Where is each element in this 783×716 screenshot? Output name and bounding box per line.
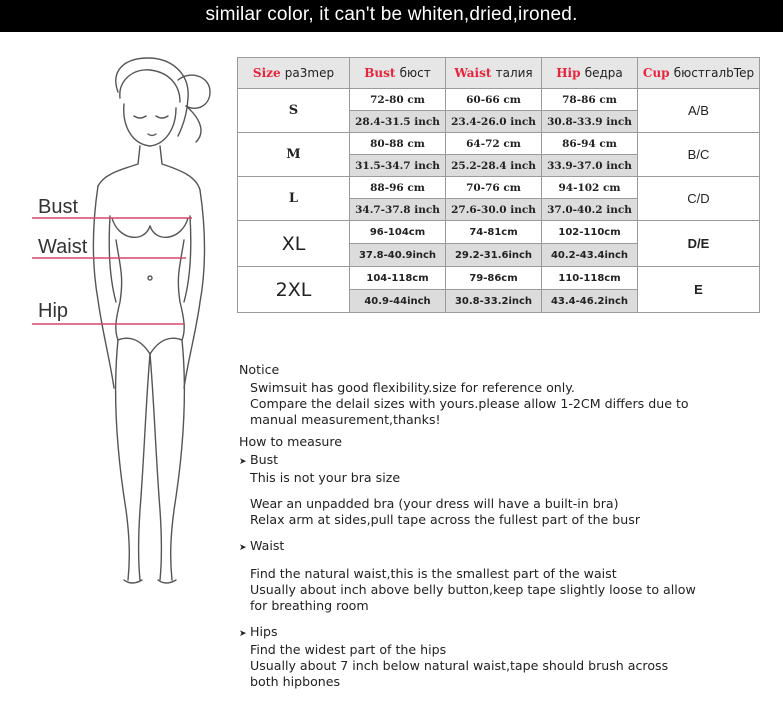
header-bust: Bust бюст [350,58,446,89]
bust-inch-cell: 34.7-37.8 inch [350,199,446,221]
body-figure-illustration [0,40,240,600]
header-hip: Hip бедра [542,58,638,89]
header-waist: Waist талия [446,58,542,89]
hip-inch-cell: 43.4-46.2inch [542,290,638,313]
waist-cm-cell: 64-72 cm [446,133,542,155]
waist-inch-cell: 27.6-30.0 inch [446,199,542,221]
size-cell: XL [238,221,350,267]
banner-text: similar color, it can't be whiten,dried,ironed. [205,4,578,25]
hip-cm-cell: 86-94 cm [542,133,638,155]
top-banner [0,0,783,32]
bust-instruction: This is not your bra size [250,470,401,485]
hip-inch-cell: 30.8-33.9 inch [542,111,638,133]
hip-inch-cell: 40.2-43.4inch [542,244,638,267]
notice-line: Compare the delail sizes with yours.please allow 1-2CM differs due to [250,396,689,411]
bust-inch-cell: 40.9-44inch [350,290,446,313]
bust-inch-cell: 31.5-34.7 inch [350,155,446,177]
table-row [238,267,760,290]
hip-inch-cell: 33.9-37.0 inch [542,155,638,177]
waist-inch-cell: 25.2-28.4 inch [446,155,542,177]
waist-label: Waist [38,236,88,258]
hip-cm-cell: 78-86 cm [542,89,638,111]
size-cell: S [238,89,350,133]
bust-cm-cell: 104-118cm [350,267,446,290]
hips-instruction: Find the widest part of the hips [250,642,447,657]
table-row [238,133,760,155]
bust-cm-cell: 88-96 cm [350,177,446,199]
waist-cm-cell: 74-81cm [446,221,542,244]
bust-cm-cell: 96-104cm [350,221,446,244]
waist-cm-cell: 70-76 cm [446,177,542,199]
hips-instruction: both hipbones [250,674,341,689]
waist-instruction: Find the natural waist,this is the smallest part of the waist [250,566,617,581]
header-size: Size pa3mep [238,58,350,89]
hip-cm-cell: 110-118cm [542,267,638,290]
bust-label: Bust [38,196,79,218]
waist-inch-cell: 23.4-26.0 inch [446,111,542,133]
arrow-icon: ➤ [239,629,247,639]
cup-cell: B/C [638,133,760,177]
bust-inch-cell: 37.8-40.9inch [350,244,446,267]
table-row [238,177,760,199]
hips-instruction: Usually about 7 inch below natural waist,tape should brush across [250,658,669,673]
waist-inch-cell: 30.8-33.2inch [446,290,542,313]
notice-line: Swimsuit has good flexibility.size for reference only. [250,380,575,395]
hip-cm-cell: 102-110cm [542,221,638,244]
waist-cm-cell: 79-86cm [446,267,542,290]
cup-cell: C/D [638,177,760,221]
size-chart-table [237,57,760,313]
cup-cell: E [638,267,760,313]
cup-cell: A/B [638,89,760,133]
bust-heading: ➤ Bust [239,452,779,470]
header-cup: Cup бюстгалbTep [638,58,760,89]
arrow-icon: ➤ [239,543,247,553]
waist-cm-cell: 60-66 cm [446,89,542,111]
how-to-measure-title: How to measure [239,434,343,449]
bust-cm-cell: 80-88 cm [350,133,446,155]
bust-cm-cell: 72-80 cm [350,89,446,111]
waist-instruction: Usually about inch above belly button,keep tape slightly loose to allow [250,582,696,597]
hip-label: Hip [38,300,69,322]
notes-section [239,362,779,690]
cup-cell: D/E [638,221,760,267]
bust-instruction: Relax arm at sides,pull tape across the fullest part of the busr [250,512,641,527]
arrow-icon: ➤ [239,457,247,467]
size-cell: M [238,133,350,177]
hips-heading: ➤ Hips [239,624,779,642]
size-cell: 2XL [238,267,350,313]
notice-line: manual measurement,thanks! [250,412,441,427]
hip-inch-cell: 37.0-40.2 inch [542,199,638,221]
table-row [238,221,760,244]
table-row [238,89,760,111]
hip-cm-cell: 94-102 cm [542,177,638,199]
bust-inch-cell: 28.4-31.5 inch [350,111,446,133]
notice-title: Notice [239,362,280,377]
table-header-row [238,58,760,89]
bust-instruction: Wear an unpadded bra (your dress will have a built-in bra) [250,496,619,511]
waist-inch-cell: 29.2-31.6inch [446,244,542,267]
size-cell: L [238,177,350,221]
waist-instruction: for breathing room [250,598,369,613]
waist-heading: ➤ Waist [239,538,779,556]
